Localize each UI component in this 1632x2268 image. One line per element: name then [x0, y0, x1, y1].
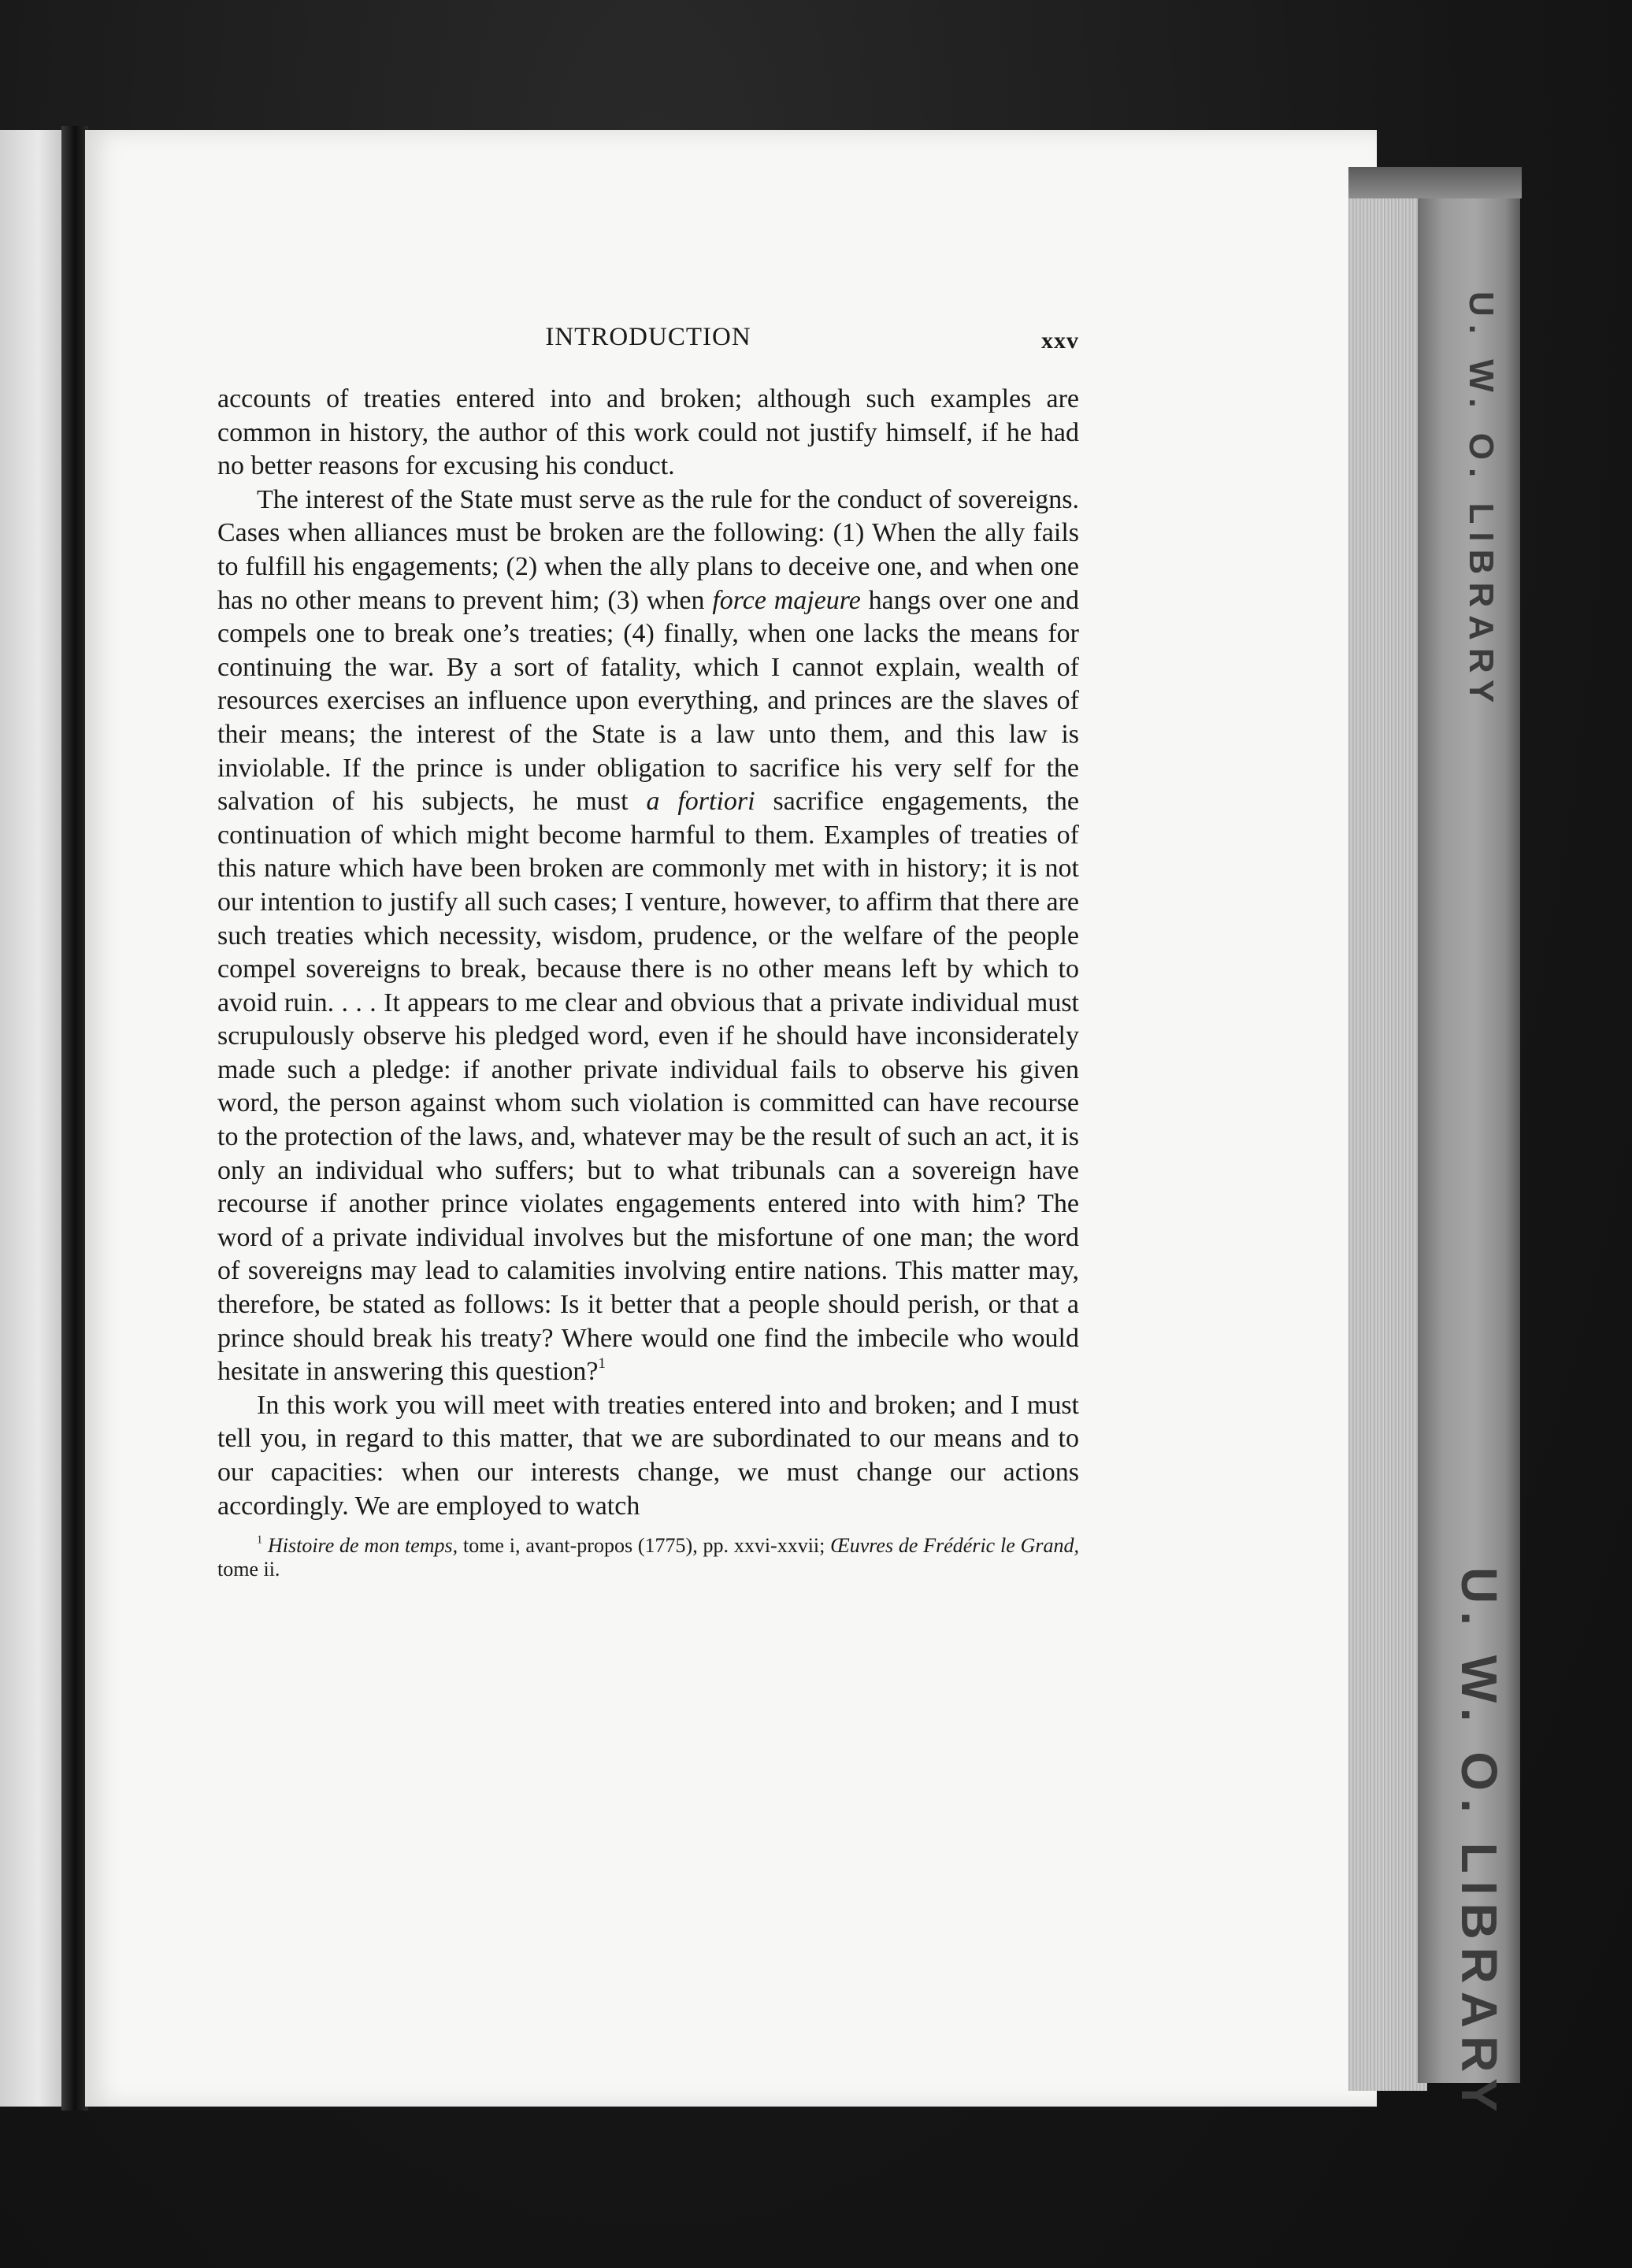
text-run: hangs over one and compels one to break one’s treaties; (4) finally, when one lacks the means for continuing the war. By a sort of fatality, which I cannot explain, wealth of resources exercises an influence upon everything, and princes are the slaves of their means; the interest of the State is a law unto them, and this law is inviolable. If the prince is under obligation to sacrifice his very self for the salvation of his subjects, he must	[217, 585, 1080, 817]
footnote	[217, 1534, 1079, 1581]
facing-page-edge	[0, 130, 69, 2107]
paragraph	[217, 1389, 1079, 1523]
italic-phrase: a fortiori	[646, 787, 755, 817]
italic-phrase: Œuvres de Frédéric le Grand,	[830, 1534, 1080, 1558]
page-header	[217, 323, 1079, 367]
text-run: tome ii.	[217, 1558, 280, 1581]
italic-phrase: Histoire de mon temps,	[267, 1534, 458, 1558]
text-run: tome i, avant-propos (1775), pp. xxvi-xxvii;	[458, 1534, 831, 1558]
footnote-text	[217, 1534, 1079, 1581]
text-run	[262, 1534, 268, 1557]
paragraph	[217, 383, 1079, 484]
paragraph	[217, 484, 1079, 1389]
running-head: INTRODUCTION	[545, 323, 751, 351]
footnote-marker: 1	[257, 1533, 263, 1547]
page-block-edge	[1348, 169, 1427, 2091]
text-run: The interest of the State must serve as the rule for the conduct of sovereigns. Cases when alliances must be broken are the following: (1) When the ally fails to fulfill his engagements; (2) when the ally plans to deceive one, and when one has no other means to prevent him; (3) when	[217, 484, 1079, 615]
text-run: sacrifice engagements, the continuation of which might become harmful to them. Examples of treaties of this nature which have been broken are commonly met with in history; it is not our intention to justify all such cases; I venture, however, to affirm that there are such treaties which necessity, wisdom, prudence, or the welfare of the people compel sovereigns to break, because there is no other means left by which to avoid ruin. . . . It appears to me clear and obvious that a private individual must scrupulously observe his pledged word, even if he should have inconsiderately made such a pledge: if another private individual fails to observe his given word, the person against whom such violation is committed can have recourse to the protection of the laws, and, whatever may be the result of such an act, it is only an individual who suffers; but to what tribunals can a sovereign have recourse if another prince violates engagements entered into with him? The word of a private individual involves but the misfortune of one man; the word of sovereigns may lead to calamities involving entire nations. This matter may, therefore, be stated as follows: Is it better that a people should perish, or that a prince should break his treaty? Where would one find the imbecile who would hesitate in answering this question?	[217, 787, 1079, 1387]
spine-top-edge	[1348, 167, 1522, 198]
spine-label-lower: U. W. O. LIBRARY	[1451, 1567, 1508, 2120]
spine-label-upper: U. W. O. LIBRARY	[1462, 291, 1500, 711]
italic-phrase: force majeure	[712, 585, 861, 615]
page-text-block	[217, 323, 1079, 1581]
text-run: accounts of treaties entered into and broken; although such examples are common in history, the author of this work could not justify himself, if he had no better reasons for excusing his conduct.	[217, 384, 1079, 481]
body-text	[217, 383, 1079, 1523]
footnote-marker: 1	[598, 1355, 606, 1373]
text-run: In this work you will meet with treaties entered into and broken; and I must tell you, in regard to this matter, that we are subordinated to our means and to our capacities: when our interests change, we must change our actions accordingly. We are employed to watch	[217, 1390, 1079, 1521]
page-number: xxv	[1041, 328, 1079, 354]
book-gutter	[61, 126, 88, 2110]
